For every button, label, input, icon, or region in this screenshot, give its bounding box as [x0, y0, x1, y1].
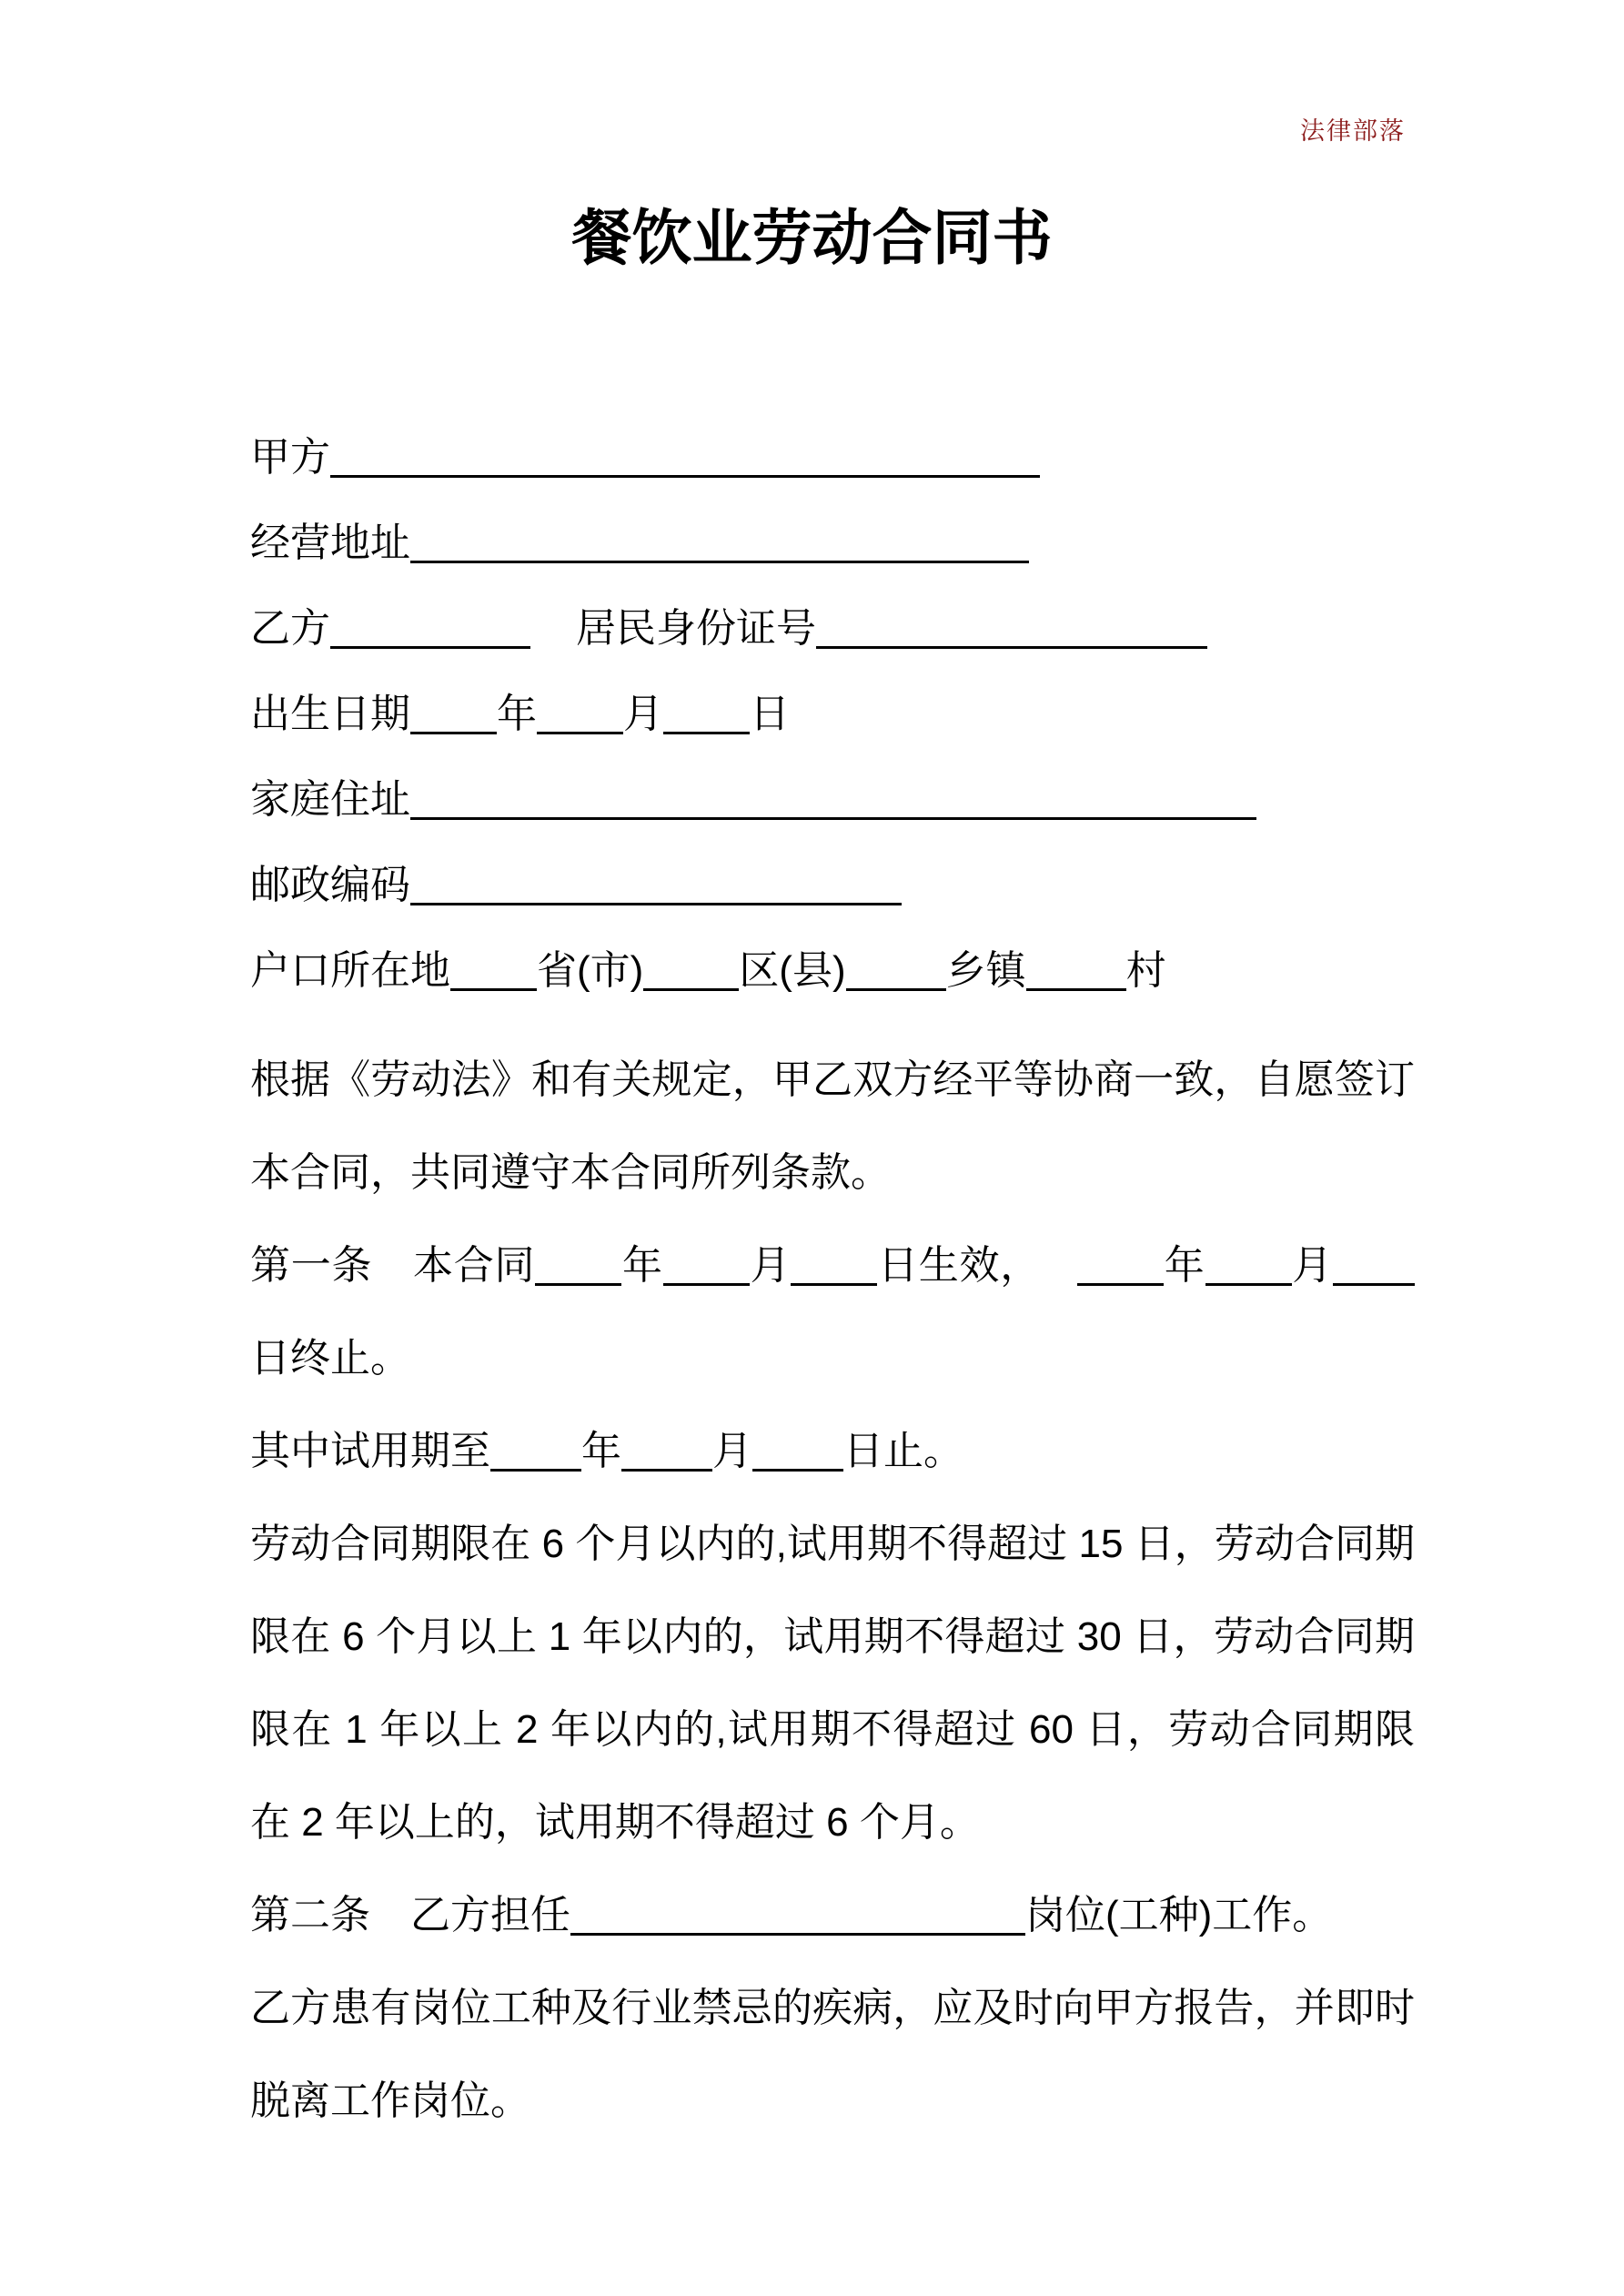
text-segment: 甲方: [250, 434, 330, 480]
clause-1-probation: [250, 1405, 1415, 1498]
blank-underline: [752, 1469, 843, 1472]
para-probation-rules: [250, 1498, 1415, 1869]
text-segment: 日终止。: [250, 1335, 410, 1381]
blank-underline: [450, 988, 537, 991]
blank-underline: [410, 903, 902, 905]
line-business-address: [250, 521, 1415, 566]
spacer: [530, 641, 576, 642]
text-segment: 年: [581, 1428, 621, 1473]
text-segment: 第二条 乙方担任: [250, 1892, 570, 1937]
text-segment: 年: [497, 691, 537, 736]
text-segment: 月: [712, 1428, 752, 1473]
line-party-a: [250, 435, 1415, 480]
text-segment: 日止。: [843, 1428, 963, 1473]
text-segment: 乡镇: [945, 947, 1026, 993]
text-segment: 家庭住址: [250, 776, 410, 822]
blank-underline: [643, 988, 739, 991]
blank-underline: [1077, 1283, 1164, 1286]
watermark: 法律部落: [1300, 117, 1406, 145]
text-segment: 月: [749, 1242, 792, 1288]
text-segment: 乙方: [250, 605, 330, 651]
text-segment: 经营地址: [250, 520, 410, 565]
text-segment: 根据《劳动法》和有关规定，甲乙双方经平等协商一致，自愿签订本合同，共同遵守本合同所列条款。: [250, 1057, 1415, 1195]
line-home-address: [250, 777, 1415, 823]
blank-underline: [490, 1469, 581, 1472]
blank-underline: [816, 646, 1207, 649]
text-segment: 出生日期: [250, 691, 410, 736]
blank-underline: [537, 732, 623, 734]
text-segment: 年: [1164, 1242, 1205, 1288]
blank-underline: [410, 817, 1256, 820]
text-segment: 年: [621, 1242, 663, 1288]
blank-underline: [663, 1283, 750, 1286]
para-preamble: [250, 1034, 1415, 1219]
text-segment: 第一条 本合同: [250, 1242, 536, 1288]
page-title: 餐饮业劳动合同书: [571, 204, 1053, 271]
text-segment: 村: [1125, 947, 1166, 993]
text-segment: 邮政编码: [250, 862, 410, 907]
para-disease-notice: [250, 1962, 1415, 2148]
text-segment: 日生效，: [877, 1242, 1041, 1288]
spacer: [1041, 1278, 1077, 1279]
blank-underline: [1205, 1283, 1292, 1286]
text-segment: 省(市): [537, 947, 644, 993]
blank-underline: [330, 646, 530, 649]
line-party-b-id: [250, 606, 1415, 652]
blank-underline: [1333, 1283, 1415, 1286]
blank-underline: [410, 732, 497, 734]
text-segment: 居民身份证号: [576, 605, 816, 651]
clause-1: [250, 1219, 1415, 1405]
text-segment: 乙方患有岗位工种及行业禁忌的疾病，应及时向甲方报告，并即时脱离工作岗位。: [250, 1985, 1415, 2123]
line-postal-code: [250, 863, 1415, 908]
blank-underline: [330, 475, 1040, 478]
text-segment: 劳动合同期限在 6 个月以内的,试用期不得超过 15 日，劳动合同期限在 6 个月以上 1 年以内的，试用期不得超过 30 日，劳动合同期限在 1 年以上 2 年以内的,试用期不得超过 60 日，劳动合同期限在 2 年以上的，试用期不得超过 6 个月。: [250, 1521, 1415, 1845]
blank-underline: [846, 988, 946, 991]
blank-underline: [663, 732, 750, 734]
line-household-registration: [250, 948, 1415, 994]
blank-underline: [621, 1469, 712, 1472]
blank-underline: [791, 1283, 877, 1286]
blank-underline: [570, 1933, 1025, 1936]
text-segment: 其中试用期至: [250, 1428, 490, 1473]
blank-underline: [1026, 988, 1126, 991]
text-segment: 日: [750, 691, 790, 736]
clause-2: [250, 1869, 1415, 1962]
text-segment: 户口所在地: [250, 947, 450, 993]
document-blocks: [250, 435, 1415, 2148]
text-segment: 月: [1291, 1242, 1333, 1288]
text-segment: 月: [623, 691, 663, 736]
blank-underline: [535, 1283, 621, 1286]
blank-underline: [410, 561, 1029, 563]
text-segment: 岗位(工种)工作。: [1025, 1892, 1333, 1937]
text-segment: 区(县): [739, 947, 846, 993]
line-birth-date: [250, 692, 1415, 737]
